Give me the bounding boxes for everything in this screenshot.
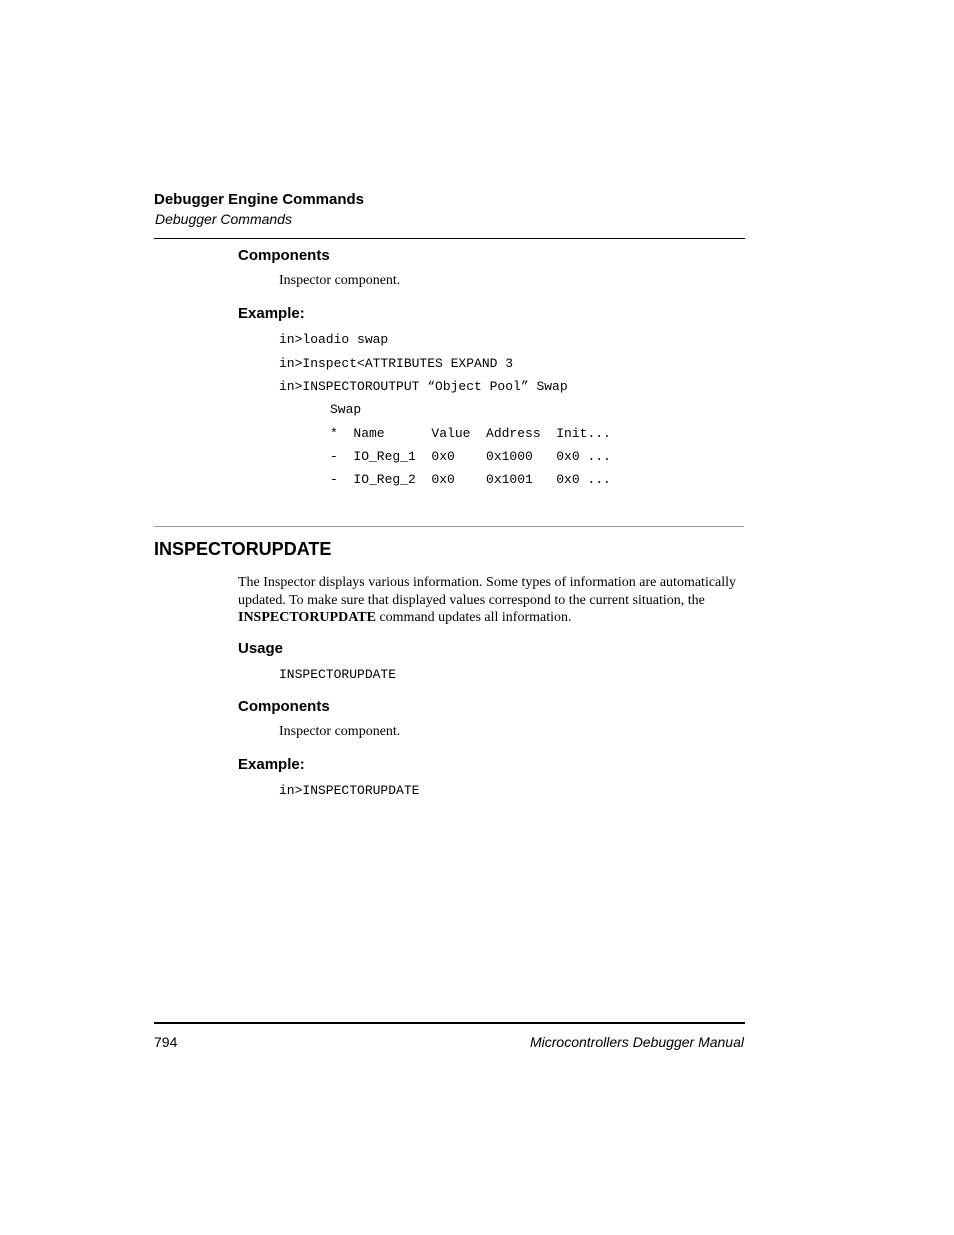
code-line: Swap [330, 402, 362, 417]
code-line: in>Inspect<ATTRIBUTES EXPAND 3 [279, 356, 514, 371]
page-number: 794 [154, 1034, 178, 1050]
running-header-subtitle: Debugger Commands [155, 211, 292, 227]
usage-heading: Usage [238, 640, 284, 657]
components-text: Inspector component. [279, 273, 401, 288]
code-line: - IO_Reg_1 0x0 0x1000 0x0 ... [330, 449, 611, 464]
section-title: INSPECTORUPDATE [154, 539, 332, 559]
components-text: Inspector component. [279, 724, 401, 739]
section-divider [154, 526, 744, 527]
code-line: in>loadio swap [279, 332, 389, 347]
code-line: - IO_Reg_2 0x0 0x1001 0x0 ... [330, 472, 611, 487]
usage-code: INSPECTORUPDATE [279, 667, 397, 682]
code-line: * Name Value Address Init... [330, 426, 611, 441]
code-line: in>INSPECTOROUTPUT “Object Pool” Swap [279, 379, 568, 394]
description-text-end: command updates all information. [375, 610, 572, 625]
description-command: INSPECTORUPDATE [238, 610, 376, 625]
example-code: in>INSPECTORUPDATE [279, 783, 420, 798]
footer-rule [154, 1022, 745, 1024]
running-header-title: Debugger Engine Commands [154, 191, 365, 208]
example-heading: Example: [238, 756, 305, 773]
example-heading: Example: [238, 305, 305, 322]
header-rule [154, 238, 745, 239]
components-heading: Components [238, 698, 330, 715]
description-paragraph [238, 574, 748, 627]
components-heading: Components [238, 247, 330, 264]
manual-title: Microcontrollers Debugger Manual [530, 1034, 744, 1050]
description-text: The Inspector displays various information. Some types of information are automatically updated. To make sure that displayed values correspond to the current situation, the [238, 575, 737, 608]
